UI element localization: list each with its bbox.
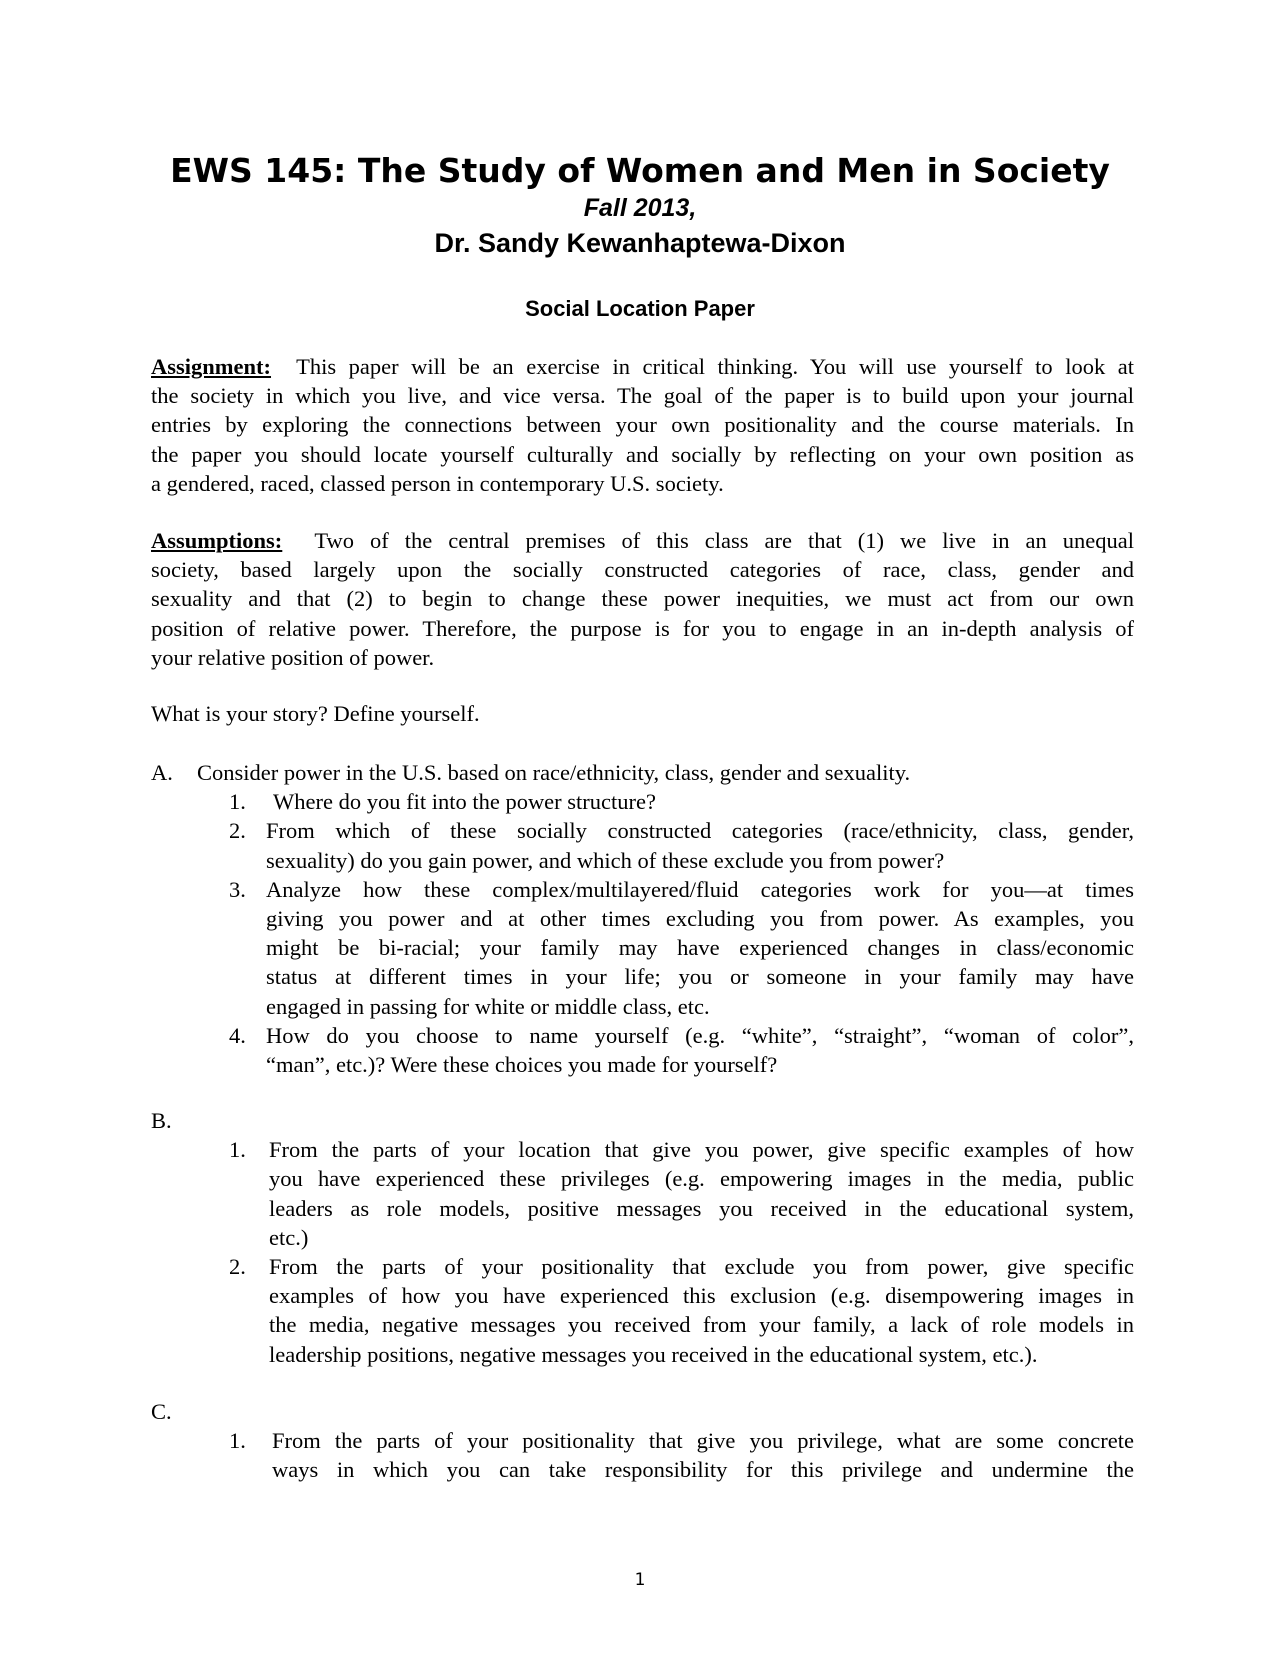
- list-item-line: etc.): [269, 1224, 309, 1250]
- assumptions-text: your relative position of power.: [151, 644, 435, 670]
- course-title: EWS 145: The Study of Women and Men in Society: [170, 151, 1110, 190]
- term: Fall 2013,: [583, 194, 697, 222]
- list-item-line: From which of these socially constructed categories (race/ethnicity, class, gender,: [266, 818, 1134, 844]
- list-number: 1.: [229, 1428, 246, 1454]
- list-number: 2.: [229, 1253, 246, 1279]
- section-heading: [151, 1397, 1134, 1426]
- assumptions-text: position of relative power. Therefore, the purpose is for you to engage in an in-depth analysis of: [151, 615, 1134, 641]
- list-item-line: giving you power and at other times excluding you from power. As examples, you: [266, 905, 1134, 931]
- list-item: [151, 787, 1134, 816]
- list-item-line: How do you choose to name yourself (e.g. “white”, “straight”, “woman of color”,: [266, 1022, 1134, 1048]
- list-item: [151, 875, 1134, 1021]
- instructor-name: Dr. Sandy Kewanhaptewa-Dixon: [434, 228, 846, 258]
- paragraph-line: [151, 469, 1134, 498]
- list-item-line: Where do you fit into the power structure?: [273, 789, 656, 815]
- section-label: A.: [151, 760, 173, 785]
- assignment-paragraph: [151, 352, 1134, 498]
- list-item-line: “man”, etc.)? Were these choices you made for yourself?: [266, 1051, 778, 1077]
- section-heading: [151, 758, 1134, 787]
- assignment-text: This paper will be an exercise in critical thinking. You will use yourself to look at: [296, 354, 1134, 379]
- assignment-text: the paper you should locate yourself culturally and socially by reflecting on your own position as: [151, 441, 1134, 467]
- list-item-line: From the parts of your positionality that give you privilege, what are some concrete: [272, 1428, 1134, 1454]
- list-item: [151, 816, 1134, 874]
- section-heading-text: Consider power in the U.S. based on race/ethnicity, class, gender and sexuality.: [197, 760, 911, 785]
- assumptions-text: society, based largely upon the socially constructed categories of race, class, gender and: [151, 557, 1134, 583]
- list-item-line: you have experienced these privileges (e.g. empowering images in the media, public: [269, 1166, 1134, 1192]
- section-a: [151, 758, 1134, 1079]
- paragraph-line: [151, 526, 1134, 555]
- list-item-line: leaders as role models, positive messages you received in the educational system,: [269, 1195, 1134, 1221]
- section-label: B.: [151, 1108, 172, 1133]
- paragraph-line: [151, 614, 1134, 643]
- document-title: Social Location Paper: [525, 296, 755, 321]
- section-label: C.: [151, 1399, 172, 1424]
- section-b: [151, 1106, 1134, 1369]
- list-item-line: might be bi-racial; your family may have experienced changes in class/economic: [266, 935, 1134, 961]
- list-item-line: Analyze how these complex/multilayered/fluid categories work for you—at times: [266, 876, 1134, 902]
- list-number: 1.: [229, 1137, 246, 1163]
- list-item-line: From the parts of your location that give you power, give specific examples of how: [269, 1137, 1134, 1163]
- list-item-line: sexuality) do you gain power, and which of these exclude you from power?: [266, 847, 945, 873]
- list-item-line: ways in which you can take responsibility for this privilege and undermine the: [272, 1457, 1134, 1483]
- list-item-line: examples of how you have experienced this exclusion (e.g. disempowering images in: [269, 1283, 1134, 1309]
- list-number: 1.: [229, 789, 246, 815]
- assumptions-text: sexuality and that (2) to begin to change these power inequities, we must act from our own: [151, 586, 1134, 612]
- list-number: 3.: [229, 876, 246, 902]
- list-item: [151, 1021, 1134, 1079]
- paragraph-line: [151, 643, 1134, 672]
- assignment-text: a gendered, raced, classed person in contemporary U.S. society.: [151, 470, 724, 496]
- list-item: [151, 1252, 1134, 1369]
- list-item-line: the media, negative messages you received from your family, a lack of role models in: [269, 1312, 1134, 1338]
- paragraph-line: [151, 440, 1134, 469]
- list-item-line: status at different times in your life; you or someone in your family may have: [266, 964, 1134, 990]
- page-number: 1: [634, 1570, 646, 1590]
- story-prompt: [151, 699, 1134, 728]
- list-item: [151, 1135, 1134, 1252]
- list-item: [151, 1426, 1134, 1484]
- story-line: What is your story? Define yourself.: [151, 701, 480, 726]
- paragraph-line: [151, 352, 1134, 381]
- paragraph-line: [151, 584, 1134, 613]
- paragraph-line: [151, 381, 1134, 410]
- list-number: 2.: [229, 818, 246, 844]
- paragraph-line: [151, 555, 1134, 584]
- list-item-line: engaged in passing for white or middle class, etc.: [266, 993, 710, 1019]
- assumptions-text: Two of the central premises of this class are that (1) we live in an unequal: [314, 528, 1135, 553]
- assumptions-label: Assumptions:: [151, 528, 283, 553]
- assignment-label: Assignment:: [151, 354, 272, 379]
- section-c: [151, 1397, 1134, 1485]
- assignment-text: the society in which you live, and vice versa. The goal of the paper is to build upon your journal: [151, 383, 1134, 409]
- assumptions-paragraph: [151, 526, 1134, 672]
- section-heading: [151, 1106, 1134, 1135]
- list-item-line: leadership positions, negative messages you received in the educational system, etc.).: [269, 1341, 1038, 1367]
- paragraph-line: [151, 410, 1134, 439]
- list-number: 4.: [229, 1022, 246, 1048]
- list-item-line: From the parts of your positionality that exclude you from power, give specific: [269, 1253, 1134, 1279]
- assignment-text: entries by exploring the connections between your own positionality and the course materials. In: [151, 412, 1134, 438]
